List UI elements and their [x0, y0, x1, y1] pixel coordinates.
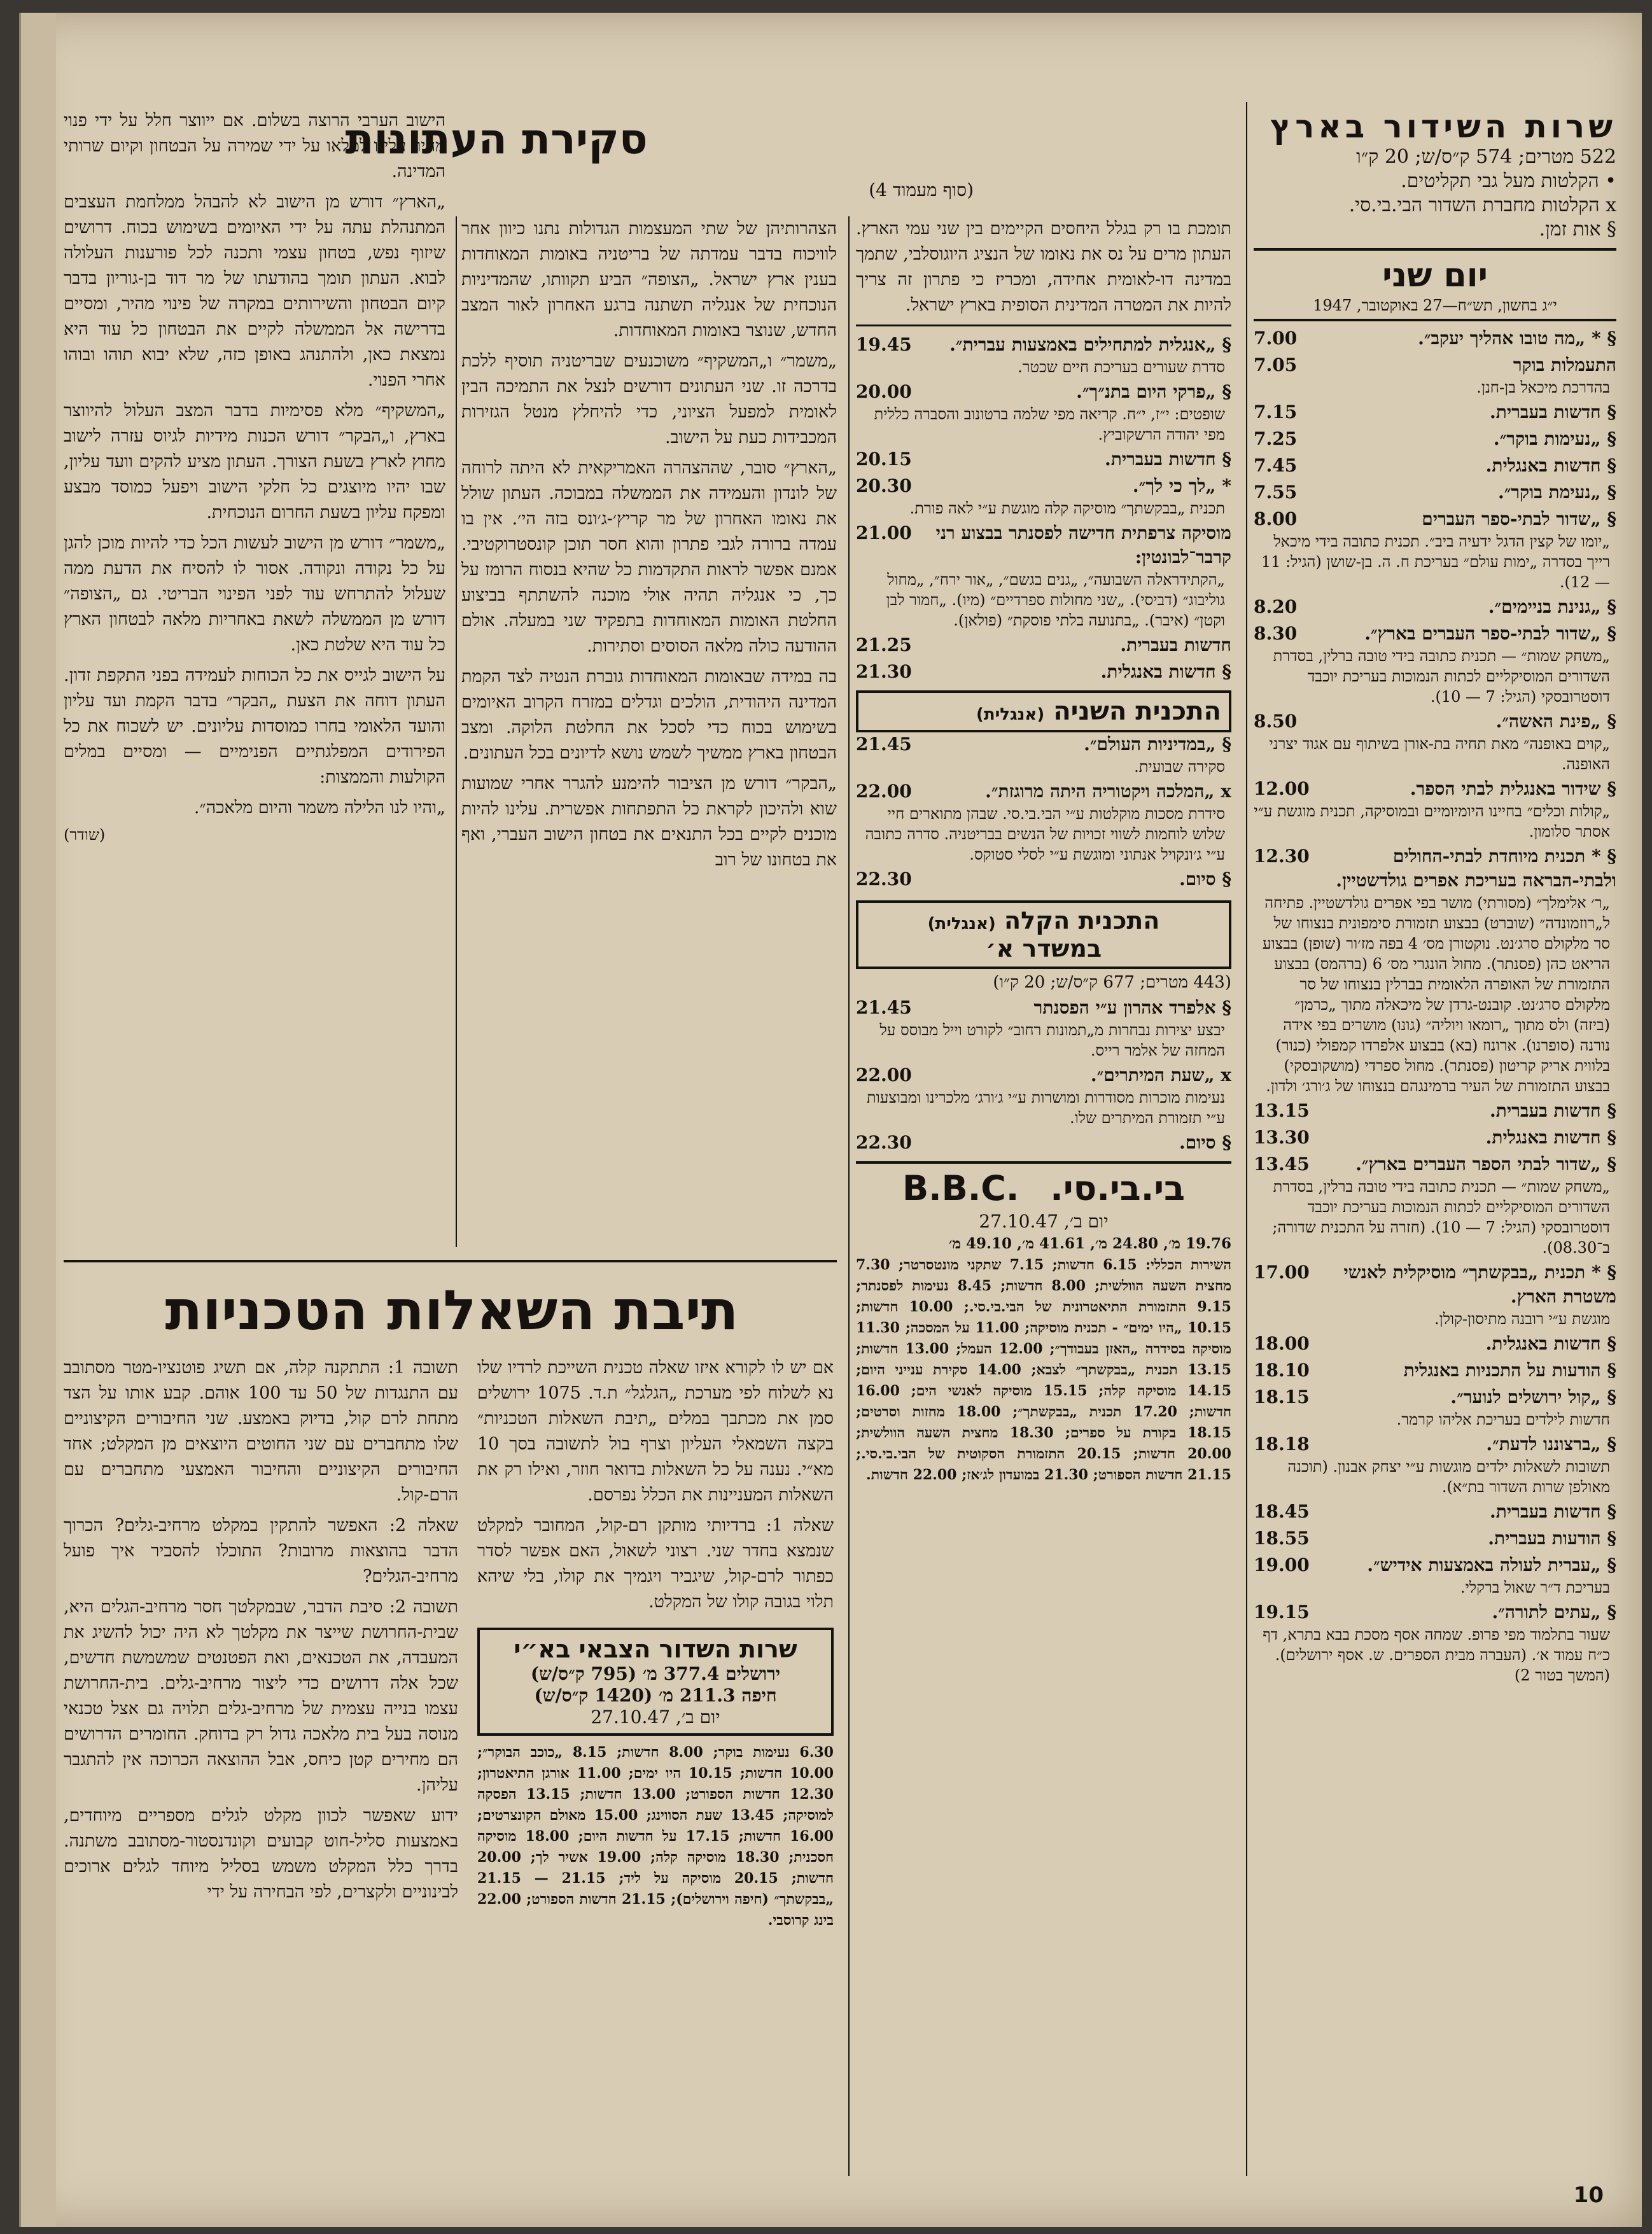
schedule-time: 12.30: [1254, 846, 1310, 867]
schedule-time: 18.00: [1254, 1333, 1310, 1354]
schedule-title: § * „מה טובו אהליך יעקב״.: [1418, 328, 1616, 349]
schedule-item: [1254, 1332, 1616, 1356]
tech-q1: שאלה 1: ברדיותי מותקן רם-קול, המחובר למקלט שנמצא בחדר שני. רצוני לשאול, האם אפשר לסדר כפתור לרם-קול, שיגביר ויגמיך את קולו, בלי שיהא תלוי בגובה קולו של המקלט.: [477, 1516, 834, 1612]
schedule-item: [1254, 507, 1616, 592]
schedule-item: [1254, 1260, 1616, 1329]
schedule-title: § „קול ירושלים לנוער״.: [1450, 1386, 1616, 1407]
schedule-time: 18.45: [1254, 1501, 1310, 1522]
schedule-title: התעמלות בוקר: [1513, 354, 1616, 375]
bbc-header: [856, 1166, 1231, 1211]
schedule-time: 22.00: [856, 1065, 912, 1086]
schedule-title: § „שדור לבתי-ספר העברים בארץ״.: [1364, 623, 1616, 644]
page-number: 10: [1573, 2182, 1604, 2208]
press-review-title: סקירת העתונות: [345, 115, 648, 164]
column-rule: [848, 216, 850, 2176]
schedule-time: 17.00: [1254, 1262, 1310, 1283]
schedule-detail: תשובות לשאלות ילדים מוגשות ע״י יצחק אבנון. (תוכנה מאולפן שרות השדור בת״א).: [1287, 1458, 1610, 1496]
schedule-item: [856, 732, 1231, 777]
bbc-title-he: בי.בי.סי.: [1050, 1168, 1186, 1208]
schedule-title: * „לך כי לך״.: [1132, 475, 1231, 496]
schedule-detail: בעריכת ד״ר שאול ברקלי.: [1460, 1579, 1610, 1596]
schedule-detail: שעור בתלמוד מפי פרופ. שמחה אסף מסכת בבא בתרא, דף כ״ח עמוד א׳. (העברה מבית הספרים. ש. אסף ירושלים). (המשך בטור 2): [1263, 1626, 1610, 1684]
press-review-subtitle: (סוף מעמוד 4): [869, 179, 974, 200]
schedule-time: 18.18: [1254, 1434, 1310, 1455]
army-day-label: יום ב׳,: [675, 1707, 720, 1728]
schedule-detail: „משחק שמות״ — תכנית כתובה בידי טובה ברלין, בסדרת השדורים המוסיקליים לכתות הנמוכות בעריכת יוכבד דוסטרובסקי (הגיל: 7 — 10).: [1273, 647, 1610, 706]
schedule-title: § „שדור לבתי-ספר העברים: [1422, 508, 1616, 529]
schedule-title: § „עתים לתורה״.: [1492, 1602, 1616, 1623]
newspaper-page: [19, 13, 1642, 2227]
press-signature: (שודר): [64, 826, 106, 844]
schedule-time: 8.30: [1254, 623, 1298, 644]
schedule-detail: מוגשת ע״י רובנה מתיסון-קולן.: [1434, 1310, 1610, 1328]
schedule-time: 8.00: [1254, 508, 1298, 529]
column-rule: [1246, 102, 1247, 2176]
schedule-item: [1254, 1500, 1616, 1524]
schedule-item: [1254, 1099, 1616, 1123]
schedule-title: § „נעימות בוקר״.: [1493, 428, 1616, 449]
schedule-title: § „פרקי היום בתנ״ך״.: [1076, 381, 1231, 402]
army-line2: חיפה 211.3 מ׳ (1420 ק״ס/ש): [534, 1685, 777, 1706]
schedule-item: [856, 633, 1231, 657]
schedule-time: 20.30: [856, 475, 912, 496]
schedule-time: 22.30: [856, 1132, 912, 1153]
schedule-time: 21.45: [856, 734, 912, 755]
schedule-title: x „המלכה ויקטוריה היתה מרוגזת״.: [985, 781, 1231, 802]
second-program-header: [856, 690, 1231, 732]
radio-header-line: • הקלטות מעל גבי תקליטים.: [1401, 170, 1616, 192]
press-paragraph: „משמר״ דורש מן הישוב לעשות הכל כדי להיות מוכן להגן על כל נקודה ונקודה. אסור לו להסיח את הדעת ממה שעלול להתרחש עוד לפני הפינוי הבריטי. גם „הצופה״ דורש מן הממשלה לשאת באחריות מלאה לבטחון הארץ כל עוד היא שלטת כאן.: [64, 533, 445, 655]
schedule-item: [1254, 1126, 1616, 1150]
schedule-detail: סדרת שעורים בעריכת חיים שכטר.: [1018, 358, 1225, 376]
tech-intro: אם יש לו לקורא איזו שאלה טכנית השייכת לרדיו שלו נא לשלוח לפי מערכת „הגלגל״ ת.ד. 1075 ירושלים סמן את מכתבך במלים „תיבת השאלות הטכניות״ בקצה השמאלי העליון וצרף בול לתשובה בסך 10 מא״י. נענה על כל השאלות בדואר חוזר, ואילו רק את השאלות המעניינות את הכלל נפרסם.: [477, 1358, 834, 1505]
schedule-title: § „ברצוננו לדעת״.: [1486, 1434, 1616, 1455]
day-date: י״ג בחשון, תש״ח—27 באוקטובר, 1947: [1254, 297, 1616, 321]
schedule-item: [1254, 326, 1616, 351]
radio-header-title: שרות השידור בארץ: [1270, 108, 1616, 145]
schedule-item: [856, 474, 1231, 519]
press-paragraph: „הבקר״ דורש מן הציבור להימנע להגרר אחרי שמועות שוא ולהיכון לקראת כל התפתחות אפשרית. עלינו להיות מוכנים לקיים בכל התנאים את בטחון הישוב העברי, ואף את בטחונו של רוב: [461, 774, 837, 870]
schedule-item: [1254, 709, 1616, 774]
schedule-title: § שידור באנגלית לבתי הספר.: [1410, 778, 1616, 799]
schedule-item: [1254, 777, 1616, 842]
schedule-item: [856, 521, 1231, 631]
schedule-item: [1254, 844, 1616, 1096]
schedule-item: [856, 779, 1231, 865]
press-paragraph: הישוב הערבי הרוצה בשלום. אם ייווצר חלל על ידי פנוי מהיר עלינו למלאו על ידי שמירה על הבטחון וקיום שרותי המדינה.: [64, 111, 445, 181]
second-program-list: [856, 732, 1231, 891]
press-paragraph: הצהרותיהן של שתי המעצמות הגדולות נתנו כיוון אחר לוויכוח בדבר עמדתה של בריטניה באומות המאוחדות בענין ארץ ישראל. „הצופה״ הביע תקוותו, שהמדיניות הנוכחית של אנגליה תשתנה ברגע האחרון לאור המצב החדש, שנוצר באומות המאוחדות.: [461, 219, 837, 340]
schedule-time: 8.20: [1254, 596, 1298, 617]
schedule-title: § „שדור לבתי הספר העברים בארץ״.: [1355, 1154, 1616, 1175]
schedule-title: § „במדיניות העולם״.: [1084, 734, 1231, 755]
schedule-title: § „פינת האשה״.: [1495, 711, 1616, 732]
schedule-item: [856, 660, 1231, 684]
schedule-time: 22.30: [856, 869, 912, 890]
schedule-time: 7.05: [1254, 354, 1298, 375]
schedule-item: [856, 867, 1231, 891]
schedule-item: [856, 333, 1231, 377]
light-program-subtitle: במשדר א׳: [985, 935, 1102, 963]
press-paragraph: „משמר״ ו„המשקיף״ משוכנעים שבריטניה תוסיף ללכת בדרכה זו. שני העתונים דורשים לנצל את התמיכה הבין לאומית למפעל הציוני, כדי להיחלץ מנטל הגזירות המכבידות כעת על הישוב.: [461, 351, 837, 447]
schedule-time: 18.15: [1254, 1386, 1310, 1407]
schedule-time: 12.00: [1254, 778, 1310, 799]
press-paragraph: „הארץ״ דורש מן הישוב לא להבהל ממלחמת העצבים המתנהלת עתה על ידי האיומים בשימוש בכוח. דרושים שיזוף נפש, בטחון עצמי ותכנה לכל פורענות העלולה לבוא. העתון תומך בהודעתו של מר דוד בן-גוריון בדבר קיום הבטחון והשירותים במקרה של פינוי מהיר, ומסיים בדרישה אל הממשלה לקיים את הבטחון כל עוד היא נמצאת כאן, ולהתנהג באופן כזה, שלא יבוא תוהו ובוהו אחרי הפנוי.: [64, 192, 445, 390]
schedule-time: 20.00: [856, 381, 912, 402]
schedule-detail: סידרת מסכות מוקלטות ע״י הבי.בי.סי. שבהן מתוארים חיי שלוש לוחמות לשווי זכויות של הנשים בבריטניה. סדרה כתובה ע״י ג׳ונקויל אנתוני ומוגשת ע״י לסלי סטוקס.: [865, 805, 1225, 863]
radio-header-line: 522 מטרים; 574 ק״ס/ש; 20 ק״ו: [1356, 146, 1616, 168]
schedule-time: 22.00: [856, 781, 912, 802]
schedule-item: [1254, 1152, 1616, 1258]
schedule-list-continued: [856, 333, 1231, 684]
schedule-item: [856, 996, 1231, 1061]
schedule-detail: „יומו של קצין הדגל ידעיה ביב״. תכנית כתובה בידי מיכאל רייך בסדרה „ימות עולם״ בעריכת ח. ה. בן-שושן (הגיל: 11 — 12).: [1261, 533, 1610, 591]
schedule-item: [1254, 1600, 1616, 1686]
schedule-time: 20.15: [856, 449, 912, 470]
schedule-time: 18.55: [1254, 1528, 1310, 1549]
tech-a1: תשובה 1: התתקנה קלה, אם תשיג פוטנציו-מטר מסתובב עם התנגדות של 50 עד 100 אוהם. קבע אותו על הצד מתחת לרם קול, בדיוק באמצע. שני החיבורים הקיצוניים שלו מתחברים עם שני החוטים היוצאים מן המקלט; אחד החיבורים הקיצוניים והחיבור האמצעי מתחברים עם הרם-קול.: [64, 1358, 458, 1505]
schedule-time: 13.45: [1254, 1154, 1310, 1175]
schedule-item: [1254, 480, 1616, 505]
schedule-detail: שופטים: י״ז, י״ח. קריאה מפי שלמה ברטונוב והסברה כללית מפי יהודה הרשקוביץ.: [874, 405, 1225, 443]
schedule-time: 21.45: [856, 997, 912, 1018]
bbc-date: 27.10.47: [979, 1211, 1059, 1232]
schedule-item: [1254, 1385, 1616, 1430]
schedule-item: [1254, 1526, 1616, 1551]
schedule-title: § חדשות בעברית.: [1490, 1100, 1616, 1121]
schedule-list: [1254, 326, 1616, 1686]
radio-header-info: [1254, 145, 1616, 242]
schedule-detail: „קוים באופנה״ מאת תחיה בת-אורן בשיתוף עם אגוד יצרני האופנה.: [1269, 735, 1610, 773]
schedule-title: § חדשות באנגלית.: [1485, 455, 1616, 476]
tech-title: תיבת השאלות הטכניות: [165, 1279, 739, 1343]
schedule-title: § סיום.: [1179, 869, 1231, 890]
schedule-item: [856, 380, 1231, 445]
column-rule: [456, 216, 457, 1247]
column-4: [64, 108, 445, 1228]
column-3: [461, 216, 837, 878]
bbc-day-label: יום ב׳,: [1063, 1211, 1109, 1232]
schedule-title: § חדשות בעברית.: [1105, 449, 1231, 470]
tech-a2b: ידוע שאפשר לכוון מקלט לגלים מספריים מיוחדים, באמצעות סליל-חוט קבועים וקונדנסטור-מסתובב משתנה. בדרך כלל המקלט משמש בסליל מיוחד לגלים ארוכים לבינוניים ולקצרים, לפי הבחירה על ידי: [64, 1806, 458, 1902]
army-radio-box: [477, 1628, 834, 1736]
bbc-freqs: 19.76 מ׳, 24.80 מ׳, 41.61 מ׳, 49.10 מ׳: [949, 1235, 1231, 1252]
schedule-time: 8.50: [1254, 711, 1298, 732]
schedule-item: [856, 1131, 1231, 1155]
tech-column-left: [64, 1355, 458, 1910]
schedule-time: 7.15: [1254, 401, 1298, 422]
schedule-item: [1254, 1553, 1616, 1598]
schedule-time: 13.15: [1254, 1100, 1310, 1121]
light-program-title: התכנית הקלה: [1004, 907, 1160, 935]
schedule-time: 13.30: [1254, 1127, 1310, 1148]
schedule-detail: סקירה שבועית.: [1134, 758, 1225, 776]
army-title: שרות השדור הצבאי בא״י: [514, 1635, 797, 1663]
press-paragraph: תומכת בו רק בגלל היחסים הקיימים בין שני עמי הארץ. העתון מרים על נס את נאומו של הנציג היוגוסלבי, שתמך במדינה דו-לאומית אחידה, ומכריז כי פתרון זה צריך להיות את המטרה המדינית הסופית בארץ ישראל.: [856, 219, 1231, 315]
schedule-title: § חדשות באנגלית.: [1485, 1333, 1616, 1354]
tech-q2: שאלה 2: האפשר להתקין במקלט מרחיב-גלים? הכרוך הדבר בהוצאות מרובות? התוכלו להסביר איך פועל מרחיב-הגלים?: [64, 1516, 458, 1586]
schedule-time: 18.10: [1254, 1360, 1310, 1381]
schedule-title: § * תכנית „בבקשתך״ מוסיקלית לאנשי משטרת הארץ.: [1343, 1262, 1616, 1307]
light-program-list: [856, 996, 1231, 1155]
facing-page-edge: [19, 13, 56, 2227]
schedule-item: [856, 1063, 1231, 1128]
schedule-title: § „אנגלית למתחילים באמצעות עברית״.: [949, 334, 1231, 355]
schedule-title: § „גנינת בניימים״.: [1488, 596, 1616, 617]
army-services: 6.30 נעימות בוקר; 8.00 חדשות; 8.15 „כוכב הבוקר״; 10.00 חדשות; 10.15 היו ימים; 11.00 אורגן התיאטרון; 12.30 חדשות הספורט; 13.00 חדשות; 13.15 הפסקה למוסיקה; 13.45 שעת הסווינג; 15.00 מאולם הקונצרטים; 16.00 חדשות; 17.15 על חדשות היום; 18.00 מוסיקה חסכנית; 18.30 מוסיקה קלה; 19.00 אשיר לך; 20.00 חדשות; 20.15 מוסיקה על ליד; 21.15 — 21.15 „בבקשתך״ (חיפה וירושלים); 21.15 חדשות הספורט; 22.00 בינג קרוסבי.: [477, 1744, 834, 1929]
schedule-item: [856, 447, 1231, 471]
schedule-item: [1254, 353, 1616, 398]
tech-column-right: [477, 1355, 834, 1936]
schedule-item: [1254, 427, 1616, 451]
schedule-detail: „הקתידראלה השבועה״, „גנים בגשם״, „אור ירח״, „מחול גוליבוג״ (דביסי). „שני מחולות ספרדיים״ (מיו). „חמור לבן וקטן״ (איבר). „בתנועה בלתי פוסקת״ (פולאן).: [886, 571, 1225, 629]
radio-schedule-column: [1254, 108, 1616, 1688]
day-title: יום שני: [1382, 256, 1488, 295]
schedule-detail: „ר׳ אלימלך״ (מסורתי) מושר בפי אפרים גולדשטיין. פתיחה ל„רוזמונדה״ (שוברט) בבצוע תזמורת סימפונית בנצוחו של סר מלקולם סרג׳נט. נוקטורן מס׳ 4 בפה מז׳ור (שופן) בבצוע הריאט כהן (פסנתר). מחול הונגרי מס׳ 6 (ברהמס) בבצוע התזמורת של האופרה הלאומית בברלין בנצוחו של סר מלקולם סרג׳נט. קובנט-גרדן של מיכאלה מתוך „כרמן״ (ביזה) ולס מתוך „רומאו ויוליה״ (גונו) מושרים בפי אידה נורנה (סופרנו). ארונוז (בא) בבצוע אלפרדו קמפולי (כנור) בלווית אריק קריטון (פסנתר). מחול ספרדי (מושקובסקי) בבצוע התזמורת של העיר ברמינגהם בנצוחו של ג׳ורג׳ ולדון.: [1263, 894, 1610, 1095]
schedule-detail: נעימות מוכרות מסודרות ומושרות ע״י ג׳ורג׳ מלכרינו ומבוצעות ע״י תזמורת המיתרים שלו.: [866, 1089, 1225, 1127]
column-2: [856, 216, 1231, 1491]
schedule-time: 21.25: [856, 634, 912, 655]
schedule-item: [1254, 454, 1616, 478]
schedule-time: 21.00: [856, 522, 912, 543]
bbc-services: השירות הכללי: 6.15 חדשות; 7.15 שתקני מונטסרטר; 7.30 מחצית השעה הוולשית; 8.00 חדשות; 8.45 נעימות לפסנתר; 9.15 התזמורת התיאטרונית של הבי.בי.סי.; 10.00 חדשות; 10.15 „היו ימים״ - תכנית מוסיקה; 11.00 על המסכה; 11.30 מוסיקה בסידרה „האזן בעבודך״; 12.00 העמל; 13.00 חדשות; 13.15 תכנית „בבקשתך״ לצבא; 14.00 סקירת ענייני היום; 14.15 מוסיקה קלה; 15.15 מוסיקה לאנשי הים; 16.00 חדשות; 17.20 תכנית „בבקשתך״; 18.00 מחזות וסרטים; 18.15 בקורת על ספרים; 18.30 מחצית השעה הוולשית; 20.00 חדשות; 20.15 התזמורת הסקוטית של הבי.בי.סי.; 21.15 חדשות הספורט; 21.30 במועדון לג׳אז; 22.00 חדשות.: [856, 1257, 1231, 1483]
army-day: [485, 1707, 826, 1728]
schedule-time: 19.45: [856, 334, 912, 355]
schedule-title: § אלפרד אהרון ע״י הפסנתר: [1033, 997, 1231, 1018]
schedule-detail: „משחק שמות״ — תכנית כתובה בידי טובה ברלין, בסדרת השדורים המוסיקליים לכתות הנמוכות בעריכת יוכבד דוסטרובסקי (הגיל: 7 — 10). (חזרה על התכנית שדורה; ב־08.30).: [1272, 1178, 1610, 1257]
schedule-title: חדשות בעברית.: [1120, 634, 1231, 655]
schedule-title: § חדשות בעברית.: [1490, 1501, 1616, 1522]
schedule-time: 19.15: [1254, 1602, 1310, 1623]
schedule-item: [1254, 622, 1616, 707]
schedule-time: 19.00: [1254, 1554, 1310, 1575]
bbc-title-en: B.B.C.: [902, 1168, 1019, 1208]
press-paragraph: בה במידה שבאומות המאוחדות גוברת הנטיה לצד הקמת המדינה היהודית, הולכים וגדלים במזרח הקרוב האיומים בשימוש בכוח כדי לסכל את החלטת הלוקה. ומצב הבטחון בארץ ממשיך לשמש נושא לדיונים בכל העתונים.: [461, 667, 837, 763]
schedule-title: § „נעימת בוקר״.: [1498, 482, 1616, 503]
second-program-lang: (אנגלית): [976, 705, 1045, 724]
light-program-lang: (אנגלית): [927, 914, 996, 933]
schedule-title: § חדשות באנגלית.: [1100, 661, 1231, 682]
schedule-title: § סיום.: [1179, 1132, 1231, 1153]
schedule-detail: בהדרכת מיכאל בן-חנן.: [1476, 379, 1610, 396]
schedule-title: § * תכנית מיוחדת לבתי-החולים ולבתי-הבראה בעריכת אפרים גולדשטיין.: [1336, 846, 1616, 891]
schedule-time: 21.30: [856, 661, 912, 682]
press-review-column-end: [64, 108, 445, 821]
press-paragraph: „הארץ״ סובר, שההצהרה האמריקאית לא היתה לרוחה של לונדון והעמידה את הממשלה במבוכה. העתון שולל את נאומו האחרון של מר קריץ׳-ג׳ונס בזה הי׳. אין בו עמדה ברורה לגבי פתרון והוא חסר תוכן קונסטרוקטיבי. אמנם אפשר לראות התקדמות כל שהיא בנסוח הרומז על כך, כי אנגליה תהיה אולי מוכנה להשתתף בביצוע החלטת האומות המאוחדות בתפקיד שני במעלה. אולם ההודעה כולה מלאה הסוסים וסתירות.: [461, 458, 837, 656]
press-paragraph: „המשקיף״ מלא פסימיות בדבר המצב העלול להיווצר בארץ, ו„הבקר״ דורש הכנות מידיות לגיוס עזרה לישוב מחוץ לארץ בשעת הצורך. העתון מציע להקים וועד עליון, שבו יהיו מיוצגים כל חלקי הישוב ויפעל כמוסד מבצע ומפקח עליון בשעת החרום הנוכחית.: [64, 401, 445, 522]
schedule-item: [1254, 1432, 1616, 1497]
schedule-item: [1254, 595, 1616, 619]
section-divider: [64, 1260, 837, 1262]
schedule-title: § הודעות על התכניות באנגלית: [1403, 1360, 1616, 1381]
bbc-day: [856, 1211, 1231, 1232]
press-paragraph: על הישוב לגייס את כל הכוחות לעמידה בפני התקפת זדון. העתון דוחה את הצעת „הבקר״ בדבר הקמת ועד עליון והועד הלאומי בחרו כמוסדות עליונים. יש לשכוח את כל הפירודים המפלגתיים הפנימיים — ומסיים במלים הקולעות והממצות:: [64, 666, 445, 787]
schedule-title: § חדשות באנגלית.: [1485, 1127, 1616, 1148]
schedule-title: § חדשות בעברית.: [1490, 401, 1616, 422]
schedule-item: [1254, 1358, 1616, 1383]
light-program-header: [856, 900, 1231, 969]
schedule-time: 7.25: [1254, 428, 1298, 449]
radio-header-line: § אות זמן.: [1539, 218, 1616, 241]
schedule-time: 7.45: [1254, 455, 1298, 476]
press-paragraph: „והיו לנו הלילה משמר והיום מלאכה״.: [193, 798, 445, 818]
schedule-time: 7.00: [1254, 328, 1298, 349]
army-line1: ירושלים 377.4 מ׳ (795 ק״ס/ש): [530, 1663, 781, 1684]
tech-a2: תשובה 2: סיבת הדבר, שבמקלטך חסר מרחיב-הגלים היא, שבית-החרושת שייצר את מקלטך לא היה יכול להשיג את המעבדה, את הטכנאים, ואת הפטנטים שמשמשת חדשים, שכל אלה דרושים כדי ליצור מרחיב-גלים. בית-החרושת עצמו בנייה עצמית של מרחיב-גלים תלויה גם אצל טכנאי מנוסה בעל בית מלאכה גדול רק בדוחק. החומרים הדרושים הם מחירים קטן כיחס, אבל ההוצאה הכרוכה אין להתגבר עליהן.: [64, 1597, 458, 1795]
army-date: 27.10.47: [591, 1707, 671, 1728]
second-program-title: התכנית השניה: [1053, 697, 1221, 726]
light-program-freq: (443 מטרים; 677 ק״ס/ש; 20 ק״ו): [993, 973, 1231, 992]
radio-header-line: x הקלטות מחברת השדור הבי.בי.סי.: [1348, 194, 1616, 216]
schedule-detail: יבצע יצירות נבחרות מ„תמונות רחוב״ לקורט וייל מבוסס על המחזה של אלמר רייס.: [879, 1021, 1225, 1059]
press-review-column: [461, 216, 837, 873]
schedule-detail: תכנית „בבקשתך״ מוסיקה קלה מוגשת ע״י לאה פורת.: [909, 499, 1225, 517]
schedule-title: x „שעת המיתרים״.: [1090, 1065, 1231, 1086]
schedule-title: § „עברית לעולה באמצעות אידיש״.: [1367, 1554, 1616, 1575]
schedule-detail: חדשות לילדים בעריכת אליהו קרמר.: [1396, 1411, 1610, 1428]
schedule-title: מוסיקה צרפתית חדישה לפסנתר בבצוע רני קרבר־לבונטין:: [935, 522, 1231, 568]
schedule-item: [1254, 400, 1616, 424]
schedule-time: 7.55: [1254, 482, 1298, 503]
schedule-title: § הודעות בעברית.: [1488, 1528, 1616, 1549]
schedule-detail: „קולות וכלים״ בחיינו היומיומיים ובמוסיקה, תכנית מוגשת ע״י אסתר סלומון.: [1254, 802, 1610, 841]
